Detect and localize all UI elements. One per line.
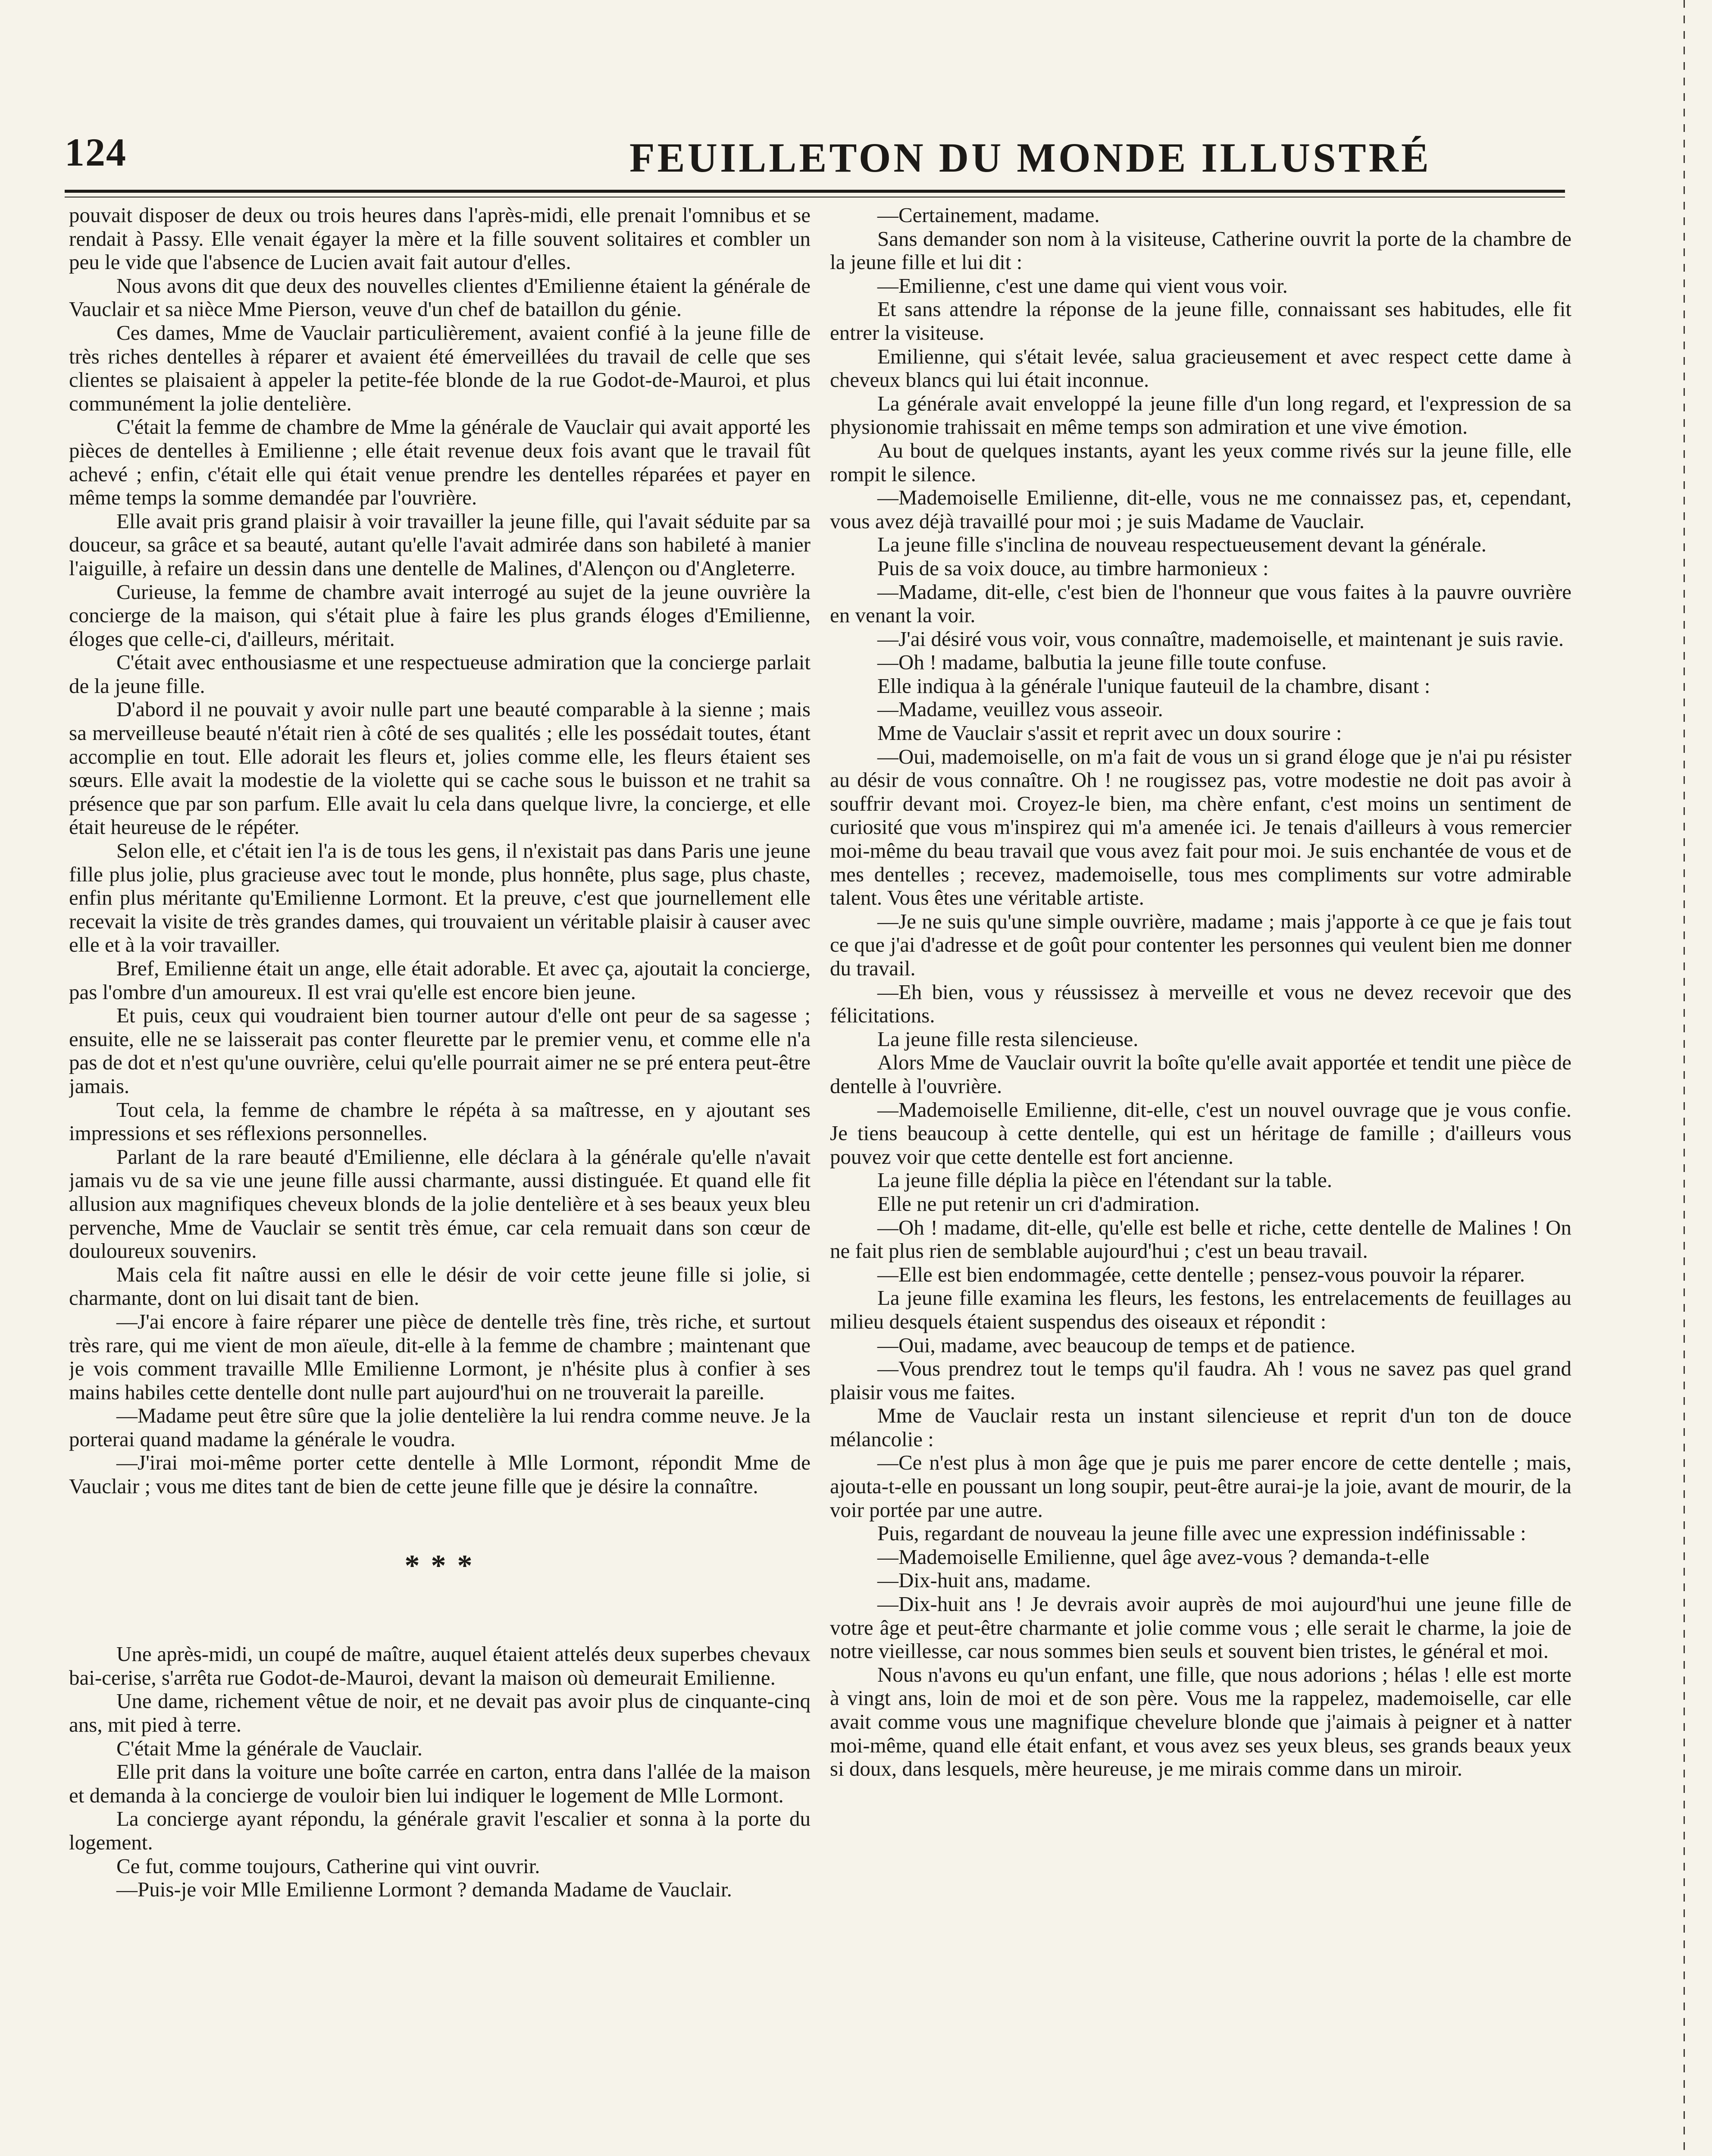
paragraph: —Oh ! madame, dit-elle, qu'elle est belle et riche, cette dentelle de Malines ! On ne fait plus rien de semblable aujourd'hui ; c'est un beau travail. <box>830 1215 1571 1263</box>
paragraph: Elle avait pris grand plaisir à voir travailler la jeune fille, qui l'avait séduite par sa douceur, sa grâce et sa beauté, autant qu'elle l'avait admirée dans son habileté à manier l'aiguille, à refaire un dessin dans une dentelle de Malines, d'Alençon ou d'Angleterre. <box>69 509 811 580</box>
paragraph: Selon elle, et c'était ien l'a is de tous les gens, il n'existait pas dans Paris une jeune fille plus jolie, plus gracieuse avec tout le monde, plus honnête, plus sage, plus chaste, enfin plus méritante qu'Emilienne Lormont. Et la preuve, c'est que journellement elle recevait la visite de très grandes dames, qui trouvaient un véritable plaisir à causer avec elle et à la voir travailler. <box>69 839 811 957</box>
paragraph: Une dame, richement vêtue de noir, et ne devait pas avoir plus de cinquante-cinq ans, mit pied à terre. <box>69 1689 811 1737</box>
paragraph: Puis, regardant de nouveau la jeune fille avec une expression indéfinissable : <box>877 1521 1526 1545</box>
paragraph: C'était Mme la générale de Vauclair. <box>116 1736 423 1760</box>
paragraph: Elle indiqua à la générale l'unique fauteuil de la chambre, disant : <box>877 674 1430 698</box>
paragraph: —J'irai moi-même porter cette dentelle à Mlle Lormont, répondit Mme de Vauclair ; vous me dites tant de bien de cette jeune fille que je désire la connaître. <box>69 1451 811 1498</box>
paragraph: Elle prit dans la voiture une boîte carrée en carton, entra dans l'allée de la maison et demanda à la concierge de vouloir bien lui indiquer le logement de Mlle Lormont. <box>69 1760 811 1807</box>
right-column <box>830 204 1571 2156</box>
paragraph: —Oui, madame, avec beaucoup de temps et de patience. <box>877 1333 1355 1357</box>
paragraph: La générale avait enveloppé la jeune fille d'un long regard, et l'expression de sa physionomie trahissait en même temps son admiration et une vive émotion. <box>830 391 1571 439</box>
paragraph: Curieuse, la femme de chambre avait interrogé au sujet de la jeune ouvrière la concierge de la maison, qui s'était plue à faire les plus grands éloges d'Emilienne, éloges que celle-ci, d'ailleurs, méritait. <box>69 580 811 651</box>
page-number: 124 <box>65 130 127 174</box>
paragraph: Et puis, ceux qui voudraient bien tourner autour d'elle ont peur de sa sagesse ; ensuite, elle ne se laisserait pas conter fleurette par le premier venu, et comme elle n'a pas de dot et n'est qu'une ouvrière, celui qu'elle pourrait aimer ne se pré entera peut-être jamais. <box>69 1003 811 1098</box>
paragraph: —Je ne suis qu'une simple ouvrière, madame ; mais j'apporte à ce que je fais tout ce que j'ai d'adresse et de goût pour contenter les personnes qui veulent bien me donner du travail. <box>830 909 1571 980</box>
paragraph: —Puis-je voir Mlle Emilienne Lormont ? demanda Madame de Vauclair. <box>116 1877 732 1902</box>
paragraph: —Madame, dit-elle, c'est bien de l'honneur que vous faites à la pauvre ouvrière en venant la voir. <box>830 580 1571 627</box>
paragraph: Tout cela, la femme de chambre le répéta à sa maîtresse, en y ajoutant ses impressions et ses réflexions personnelles. <box>69 1097 811 1145</box>
paragraph: Mme de Vauclair resta un instant silencieuse et reprit d'un ton de douce mélancolie : <box>830 1404 1571 1451</box>
paragraph: pouvait disposer de deux ou trois heures dans l'après-midi, elle prenait l'omnibus et se rendait à Passy. Elle venait égayer la mère et la fille souvent solitaires et combler un peu le vide que l'absence de Lucien avait fait autour d'elles. <box>69 204 811 274</box>
paragraph: D'abord il ne pouvait y avoir nulle part une beauté comparable à la sienne ; mais sa merveilleuse beauté n'était rien à côté de ses qualités ; elle les possédait toutes, étant accomplie en tout. Elle adorait les fleurs et, jolies comme elle, les fleurs étaient ses sœurs. Elle avait la modestie de la violette qui se cache sous le buisson et ne trahit sa présence que par son parfum. Elle avait lu cela dans quelque livre, la concierge, et elle était heureuse de le répéter. <box>69 697 811 839</box>
paragraph: —J'ai encore à faire réparer une pièce de dentelle très fine, très riche, et surtout très rare, qui me vient de mon aïeule, dit-elle à la femme de chambre ; maintenant que je vois comment travaille Mlle Emilienne Lormont, je n'hésite plus à confier à ses mains habiles cette dentelle dont nulle part aujourd'hui on ne trouverait la pareille. <box>69 1309 811 1404</box>
paragraph: Une après-midi, un coupé de maître, auquel étaient attelés deux superbes chevaux bai-cerise, s'arrêta rue Godot-de-Mauroi, devant la maison où demeurait Emilienne. <box>69 1642 811 1689</box>
paragraph: Ces dames, Mme de Vauclair particulièrement, avaient confié à la jeune fille de très riches dentelles à réparer et avaient été émerveillées du travail de celle que ses clientes se plaisaient à appeler la petite-fée blonde de la rue Godot-de-Mauroi, et plus communément la jolie dentelière. <box>69 320 811 415</box>
paragraph: Au bout de quelques instants, ayant les yeux comme rivés sur la jeune fille, elle rompit le silence. <box>830 438 1571 486</box>
paragraph: La jeune fille resta silencieuse. <box>877 1027 1139 1051</box>
paragraph: —Certainement, madame. <box>877 204 1100 227</box>
page-edge-border <box>1684 0 1685 2156</box>
paragraph: C'était avec enthousiasme et une respectueuse admiration que la concierge parlait de la jeune fille. <box>69 650 811 698</box>
paragraph: Bref, Emilienne était un ange, elle était adorable. Et avec ça, ajoutait la concierge, pas l'ombre d'un amoureux. Il est vrai qu'elle est encore bien jeune. <box>69 956 811 1004</box>
paragraph: —Eh bien, vous y réussissez à merveille et vous ne devez recevoir que des félicitations. <box>830 980 1571 1028</box>
paragraph: —Emilienne, c'est une dame qui vient vous voir. <box>877 273 1288 298</box>
paragraph: —Madame peut être sûre que la jolie dentelière la lui rendra comme neuve. Je la porterai quand madame la générale le voudra. <box>69 1404 811 1451</box>
paragraph: Emilienne, qui s'était levée, salua gracieusement et avec respect cette dame à cheveux blancs qui lui était inconnue. <box>830 344 1571 392</box>
paragraph: Puis de sa voix douce, au timbre harmonieux : <box>877 556 1269 580</box>
paragraph: —Elle est bien endommagée, cette dentelle ; pensez-vous pouvoir la réparer. <box>877 1262 1525 1286</box>
paragraph: —J'ai désiré vous voir, vous connaître, mademoiselle, et maintenant je suis ravie. <box>877 627 1564 651</box>
paragraph: —Vous prendrez tout le temps qu'il faudra. Ah ! vous ne savez pas quel grand plaisir vous me faites. <box>830 1357 1571 1404</box>
paragraph: —Dix-huit ans, madame. <box>877 1568 1091 1592</box>
left-column <box>69 204 811 2156</box>
paragraph: La concierge ayant répondu, la générale gravit l'escalier et sonna à la porte du logement. <box>69 1807 811 1854</box>
paragraph: —Dix-huit ans ! Je devrais avoir auprès de moi aujourd'hui une jeune fille de votre âge et peut-être charmante et jolie comme vous ; elle serait le charme, la joie de notre vieillesse, car nous sommes bien seuls et souvent bien tristes, le général et moi. <box>830 1592 1571 1663</box>
paragraph: —Mademoiselle Emilienne, quel âge avez-vous ? demanda-t-elle <box>877 1545 1430 1569</box>
paragraph: La jeune fille examina les fleurs, les festons, les entrelacements de feuillages au milieu desquels étaient suspendus des oiseaux et répondit : <box>830 1286 1571 1333</box>
running-head: FEUILLETON DU MONDE ILLUSTRÉ <box>629 135 1431 181</box>
paragraph: —Mademoiselle Emilienne, dit-elle, vous ne me connaissez pas, et, cependant, vous avez déjà travaillé pour moi ; je suis Madame de Vauclair. <box>830 486 1571 533</box>
paragraph: Mme de Vauclair s'assit et reprit avec un doux sourire : <box>877 721 1342 745</box>
paragraph: Alors Mme de Vauclair ouvrit la boîte qu'elle avait apportée et tendit une pièce de dentelle à l'ouvrière. <box>830 1050 1571 1098</box>
paragraph: —Madame, veuillez vous asseoir. <box>877 697 1163 721</box>
paragraph: C'était la femme de chambre de Mme la générale de Vauclair qui avait apporté les pièces de dentelles à Emilienne ; elle était revenue deux fois avant que le travail fût achevé ; enfin, c'était elle qui était venue prendre les dentelles réparées et payer en même temps la somme demandée par l'ouvrière. <box>69 415 811 510</box>
paragraph: La jeune fille s'inclina de nouveau respectueusement devant la générale. <box>877 533 1487 557</box>
paragraph: Sans demander son nom à la visiteuse, Catherine ouvrit la porte de la chambre de la jeune fille et lui dit : <box>830 226 1571 274</box>
paragraph: Mais cela fit naître aussi en elle le désir de voir cette jeune fille si jolie, si charmante, dont on lui disait tant de bien. <box>69 1262 811 1310</box>
paragraph: —Oui, mademoiselle, on m'a fait de vous un si grand éloge que je n'ai pu résister au désir de vous connaître. Oh ! ne rougissez pas, votre modestie ne doit pas avoir à souffrir devant moi. Croyez-le bien, ma chère enfant, c'est moins un sentiment de curiosité que vous m'inspirez qui m'a amenée ici. Je tenais d'ailleurs à vous remercier moi-même du beau travail que vous avez fait pour moi. Je suis enchantée de vous et de mes dentelles ; recevez, mademoiselle, tous mes compliments sur votre admirable talent. Vous êtes une véritable artiste. <box>830 744 1571 910</box>
section-separator: * * * <box>404 1549 475 1583</box>
paragraph: —Oh ! madame, balbutia la jeune fille toute confuse. <box>877 650 1327 674</box>
paragraph: —Ce n'est plus à mon âge que je puis me parer encore de cette dentelle ; mais, ajouta-t-elle en poussant un long soupir, peut-être aurai-je la joie, avant de mourir, de la voir portée par une autre. <box>830 1451 1571 1522</box>
paragraph: Nous n'avons eu qu'un enfant, une fille, que nous adorions ; hélas ! elle est morte à vingt ans, loin de moi et de son père. Vous me la rappelez, mademoiselle, car elle avait comme vous une magnifique chevelure blonde que j'aimais à peigner et à natter moi-même, quand elle était enfant, et vous avez ses yeux bleus, ses grands beaux yeux si doux, dans lesquels, mère heureuse, je me mirais comme dans un miroir. <box>830 1662 1571 1781</box>
paragraph: Et sans attendre la réponse de la jeune fille, connaissant ses habitudes, elle fit entrer la visiteuse. <box>830 297 1571 345</box>
paragraph: —Mademoiselle Emilienne, dit-elle, c'est un nouvel ouvrage que je vous confie. Je tiens beaucoup à cette dentelle, qui est un héritage de famille ; d'ailleurs vous pouvez voir que cette dentelle est fort ancienne. <box>830 1097 1571 1169</box>
header-rule <box>65 190 1565 193</box>
paragraph: Nous avons dit que deux des nouvelles clientes d'Emilienne étaient la générale de Vauclair et sa nièce Mme Pierson, veuve d'un chef de bataillon du génie. <box>69 273 811 321</box>
paragraph: La jeune fille déplia la pièce en l'étendant sur la table. <box>877 1168 1333 1192</box>
paragraph: Elle ne put retenir un cri d'admiration. <box>877 1191 1200 1216</box>
paragraph: Parlant de la rare beauté d'Emilienne, elle déclara à la générale qu'elle n'avait jamais vu de sa vie une jeune fille aussi charmante, aussi distinguée. Et quand elle fit allusion aux magnifiques cheveux blonds de la jolie dentelière et à ses beaux yeux bleu pervenche, Mme de Vauclair se sentit très émue, car cela remuait dans son cœur de douloureux souvenirs. <box>69 1144 811 1263</box>
paragraph: Ce fut, comme toujours, Catherine qui vint ouvrir. <box>116 1854 540 1878</box>
